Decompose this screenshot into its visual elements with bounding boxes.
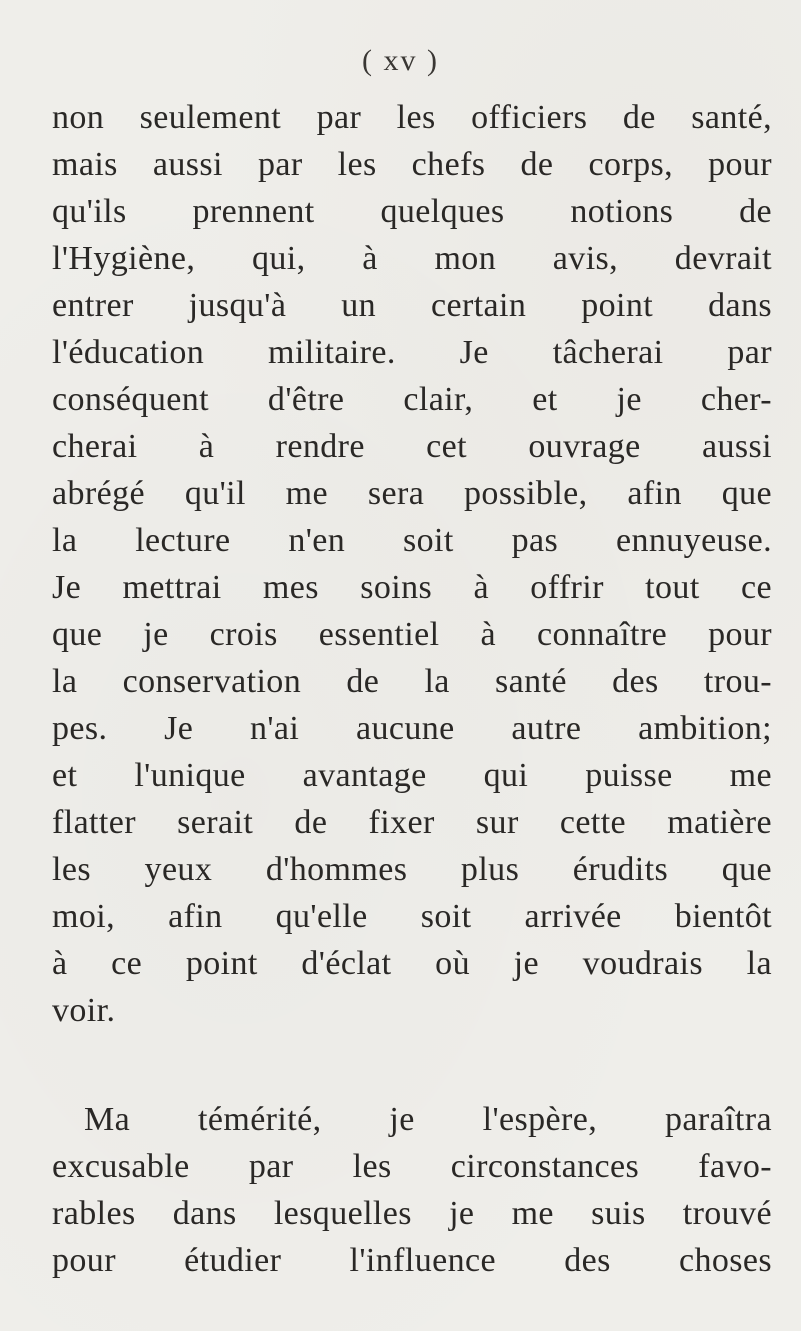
paragraph-2 (52, 1096, 772, 1284)
body-text (52, 94, 772, 1284)
text-line: la conservation de la santé des trou- (52, 663, 772, 700)
page-number-header: ( xv ) (362, 44, 439, 77)
text-line: excusable par les circonstances favo- (52, 1148, 772, 1185)
text-line: la lecture n'en soit pas ennuyeuse. (52, 522, 772, 559)
text-line: à ce point d'éclat où je voudrais la (52, 945, 772, 982)
text-line: non seulement par les officiers de santé, (52, 99, 772, 136)
paragraph-1 (52, 94, 772, 1034)
text-line: l'éducation militaire. Je tâcherai par (52, 334, 772, 371)
text-line: abrégé qu'il me sera possible, afin que (52, 475, 772, 512)
text-line: l'Hygiène, qui, à mon avis, devrait (52, 240, 772, 277)
text-line: pour étudier l'influence des choses (52, 1242, 772, 1279)
text-line: pes. Je n'ai aucune autre ambition; (52, 710, 772, 747)
text-line: voir. (52, 992, 116, 1029)
text-line: Je mettrai mes soins à offrir tout ce (52, 569, 772, 606)
paragraph-spacer (52, 1034, 772, 1096)
text-line: conséquent d'être clair, et je cher- (52, 381, 772, 418)
text-line: qu'ils prennent quelques notions de (52, 193, 772, 230)
text-line: les yeux d'hommes plus érudits que (52, 851, 772, 888)
text-line: flatter serait de fixer sur cette matière (52, 804, 772, 841)
text-line: mais aussi par les chefs de corps, pour (52, 146, 772, 183)
text-line: rables dans lesquelles je me suis trouvé (52, 1195, 772, 1232)
text-line: Ma témérité, je l'espère, paraîtra (84, 1101, 772, 1138)
text-line: que je crois essentiel à connaître pour (52, 616, 772, 653)
text-line: entrer jusqu'à un certain point dans (52, 287, 772, 324)
text-line: cherai à rendre cet ouvrage aussi (52, 428, 772, 465)
text-line: et l'unique avantage qui puisse me (52, 757, 772, 794)
text-line: moi, afin qu'elle soit arrivée bientôt (52, 898, 772, 935)
